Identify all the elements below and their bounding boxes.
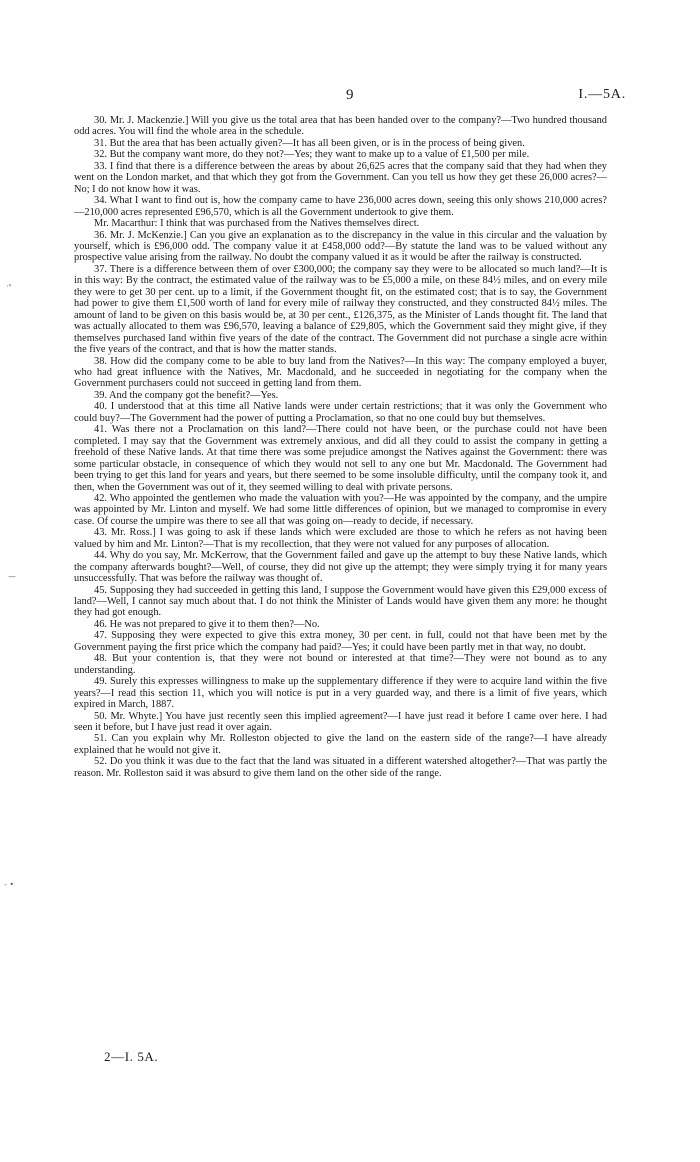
- margin-mark: —: [8, 572, 16, 581]
- paragraph-44: 44. Why do you say, Mr. McKerrow, that the Government failed and gave up the attempt to buy these Native lands, which the company afterwards bought?—Well, of course, they did not give up the attempt; they were simply trying it for many years unsuccessfully. That was before the railway was thought of.: [74, 550, 607, 585]
- paragraph-48: 48. But your contention is, that they were not bound or interested at that time?—They were not bound as to any understanding.: [74, 653, 607, 676]
- paragraph-52: 52. Do you think it was due to the fact that the land was situated in a different watershed altogether?—That was partly the reason. Mr. Rolleston said it was absurd to give them land on the other side of the range.: [74, 756, 607, 779]
- margin-mark: ·ᵛ: [6, 282, 12, 291]
- paragraph-37: 37. There is a difference between them of over £300,000; the company say they were to be allocated so much land?—It is in this way: By the contract, the estimated value of the railway was to be £5,000 a mile, on these 84½ miles, and on every mile they were to get 30 per cent. up to a limit, if the Government thought fit, on the estimated cost; that is to say, the Government had power to give them £1,500 worth of land for every mile of railway they constructed, and they constructed 84½ miles. The amount of land to be given on this basis would be, at 30 per cent., £126,375, as the Minister of Lands thought fit. The land that was actually allocated to them was £96,570, leaving a balance of £29,805, which the Government said they might give, if they themselves purchased land within five years of the date of the contract. The Government did not purchase a single acre within the five years of the contract, and that is how the matter stands.: [74, 263, 607, 356]
- paragraph-42: 42. Who appointed the gentlemen who made the valuation with you?—He was appointed by the company, and the umpire was appointed by Mr. Linton and myself. We had some little differences of opinion, but we managed to compromise in every case. Of course the umpire was there to see all that was going on—ready to decide, if necessary.: [74, 492, 607, 527]
- paragraph-41: 41. Was there not a Proclamation on this land?—There could not have been, or the purchase could not have been completed. I may say that the Government was extremely anxious, and did all they could to assist the company in getting a freehold of these Native lands. At that time there was some prejudice amongst the Natives against the Government: there was some particular obstacle, in consequence of which they would not sell to any one but Mr. Macdonald. The Government had been trying to get this land for years and years, but there seemed to be some insoluble difficulty, until the company took it, and then, when the Government was out of it, they seemed willing to deal with private persons.: [74, 424, 607, 493]
- page-signature: 2—I. 5A.: [104, 1049, 159, 1064]
- paragraph-33: 33. I find that there is a difference between the areas by about 26,625 acres that the company said that they had when they went on the London market, and that which they got from the Government. Can you tell us how they get these 26,000 acres?—No; I do not know how it was.: [74, 160, 607, 195]
- paragraph-51: 51. Can you explain why Mr. Rolleston objected to give the land on the eastern side of the range?—I have already explained that he would not give it.: [74, 733, 607, 756]
- paragraph-30: 30. Mr. J. Mackenzie.] Will you give us the total area that has been handed over to the company?—Two hundred thousand odd acres. You will find the whole area in the schedule.: [74, 115, 607, 138]
- paragraph-31: 31. But the area that has been actually given?—It has all been given, or is in the process of being given.: [94, 137, 525, 149]
- paragraph-43: 43. Mr. Ross.] I was going to ask if these lands which were excluded are those to which he refers as not having been valued by him and Mr. Linton?—That is my recollection, that they were not valued for any purposes of allocation.: [74, 527, 607, 550]
- paragraph-34: 34. What I want to find out is, how the company came to have 236,000 acres down, seeing this only shows 210,000 acres?—210,000 acres represented £96,570, which is all the Government undertook to give them.: [74, 195, 607, 218]
- paragraph-32: 32. But the company want more, do they not?—Yes; they want to make up to a value of £1,500 per mile.: [94, 149, 530, 161]
- paragraph-46: 46. He was not prepared to give it to them then?—No.: [94, 618, 320, 630]
- paragraph-macarthur: Mr. Macarthur: I think that was purchased from the Natives themselves direct.: [94, 218, 420, 230]
- paragraph-50: 50. Mr. Whyte.] You have just recently seen this implied agreement?—I have just read it before I came over here. I had seen it before, but I have just read it over again.: [74, 710, 607, 734]
- paragraph-38: 38. How did the company come to be able to buy land from the Natives?—In this way: The company employed a buyer, who had great influence with the Natives, Mr. Macdonald, and he succeeded in negotiating for the company when the Government purchasers could not succeed in getting land from them.: [74, 355, 607, 390]
- evidence-text: [74, 115, 607, 779]
- paragraph-45: 45. Supposing they had succeeded in getting this land, I suppose the Government would have given this £29,000 excess of land?—Well, I cannot say much about that. I do not think the Minister of Lands would have given them any more: he thought they had got enough.: [74, 584, 607, 619]
- paragraph-47: 47. Supposing they were expected to give this extra money, 30 per cent. in full, could not that have been met by the Government paying the first price which the company had paid?—Yes; it could have been partly met in that way, no doubt.: [74, 630, 607, 653]
- page-number: 9: [346, 87, 354, 103]
- paragraph-40: 40. I understood that at this time all Native lands were under certain restrictions; that it was only the Government who could buy?—The Government had the power of putting a Proclamation, so that no one could buy but themselves.: [74, 401, 607, 424]
- paragraph-36: 36. Mr. J. McKenzie.] Can you give an explanation as to the discrepancy in the value in this circular and the valuation by yourself, which is £96,000 odd. The company value it at £458,000 odd?—By statute the land was to be valued without any prospective value arising from the railway. No doubt the company valued it as it would be after the railway is constructed.: [74, 229, 607, 264]
- paragraph-39: 39. And the company got the benefit?—Yes.: [94, 389, 279, 401]
- margin-mark: - •: [4, 880, 15, 889]
- document-reference: I.—5A.: [578, 87, 626, 102]
- paragraph-49: 49. Surely this expresses willingness to make up the supplementary difference if they were to acquire land within the five years?—I read this section 11, which you will notice is put in a very guarded way, and there is a limit of five years, which expired in March, 1887.: [74, 676, 607, 711]
